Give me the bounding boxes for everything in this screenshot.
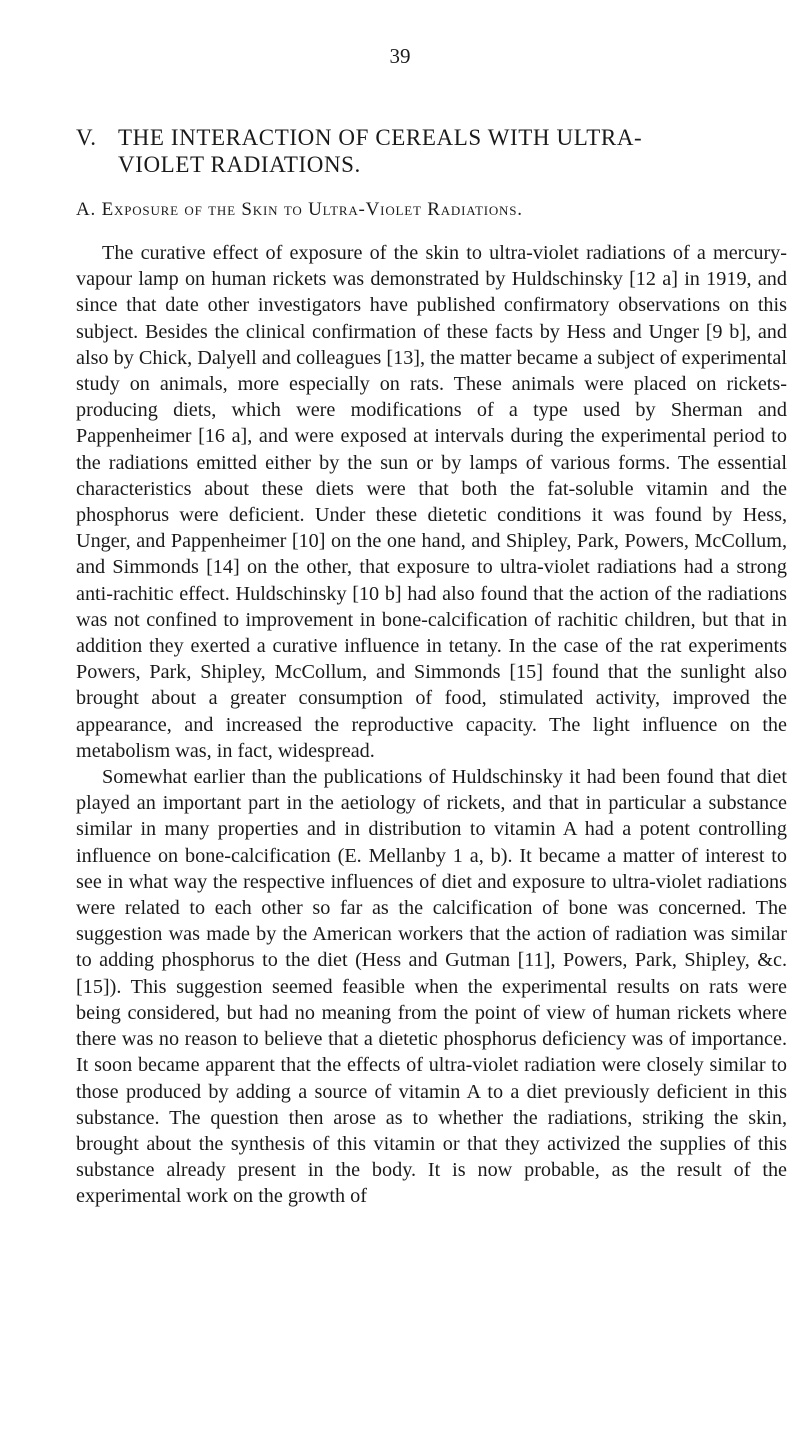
section-heading: A. Exposure of the Skin to Ultra-Violet Radiations.: [76, 199, 523, 220]
chapter-title-line-1: THE INTERACTION OF CEREALS WITH ULTRA-: [118, 125, 643, 150]
paragraph-2: Somewhat earlier than the publications of Huldschinsky it had been found that diet played an important part in the aetiology of rickets, and that in particular a substance similar in many properties and in distribution to vitamin A had a potent controlling influence on bone-calcification (E. Mellanby 1 a, b). It became a matter of interest to see in what way the respective influences of diet and exposure to ultra-violet radiations were related to each other so far as the calcification of bone was concerned. The suggestion was made by the American workers that the action of radiation was similar to adding phosphorus to the diet (Hess and Gutman [11], Powers, Park, Shipley, &c. [15]). This suggestion seemed feasible when the experimental results on rats were being considered, but had no meaning from the point of view of human rickets where there was no reason to believe that a dietetic phosphorus deficiency was of importance. It soon became apparent that the effects of ultra-violet radiation were closely similar to those produced by adding a source of vitamin A to a diet previously deficient in this substance. The question then arose as to whether the radiations, striking the skin, brought about the synthesis of this vitamin or that they activized the supplies of this substance already present in the body. It is now probable, as the result of the experimental work on the growth of: [76, 766, 787, 1208]
chapter-numeral: V.: [76, 125, 97, 150]
page-number: 39: [389, 44, 411, 68]
chapter-heading: [76, 124, 776, 178]
chapter-title-line-2: VIOLET RADIATIONS.: [118, 152, 361, 177]
paragraph-1: The curative effect of exposure of the skin to ultra-violet radiations of a mercury-vapour lamp on human rickets was demonstrated by Huldschinsky [12 a] in 1919, and since that date other investigators have published confirmatory observations on this subject. Besides the clinical confirmation of these facts by Hess and Unger [9 b], and also by Chick, Dalyell and colleagues [13], the matter became a subject of experimental study on animals, more especially on rats. These animals were placed on rickets-producing diets, which were modifications of a type used by Sherman and Pappenheimer [16 a], and were exposed at intervals during the experimental period to the radiations emitted either by the sun or by lamps of various forms. The essential characteristics about these diets were that both the fat-soluble vitamin and the phosphorus were deficient. Under these dietetic conditions it was found by Hess, Unger, and Pappenheimer [10] on the one hand, and Shipley, Park, Powers, McCollum, and Simmonds [14] on the other, that exposure to ultra-violet radiations had a strong anti-rachitic effect. Huldschinsky [10 b] had also found that the action of the radiations was not confined to improvement in bone-calcification of rachitic children, but that in addition they exerted a curative influence in tetany. In the case of the rat experiments Powers, Park, Shipley, McCollum, and Simmonds [15] found that the sunlight also brought about a greater consumption of food, stimulated activity, improved the appearance, and increased the reproductive capacity. The light influence on the metabolism was, in fact, widespread.: [76, 242, 787, 762]
body-text: [76, 240, 787, 1210]
